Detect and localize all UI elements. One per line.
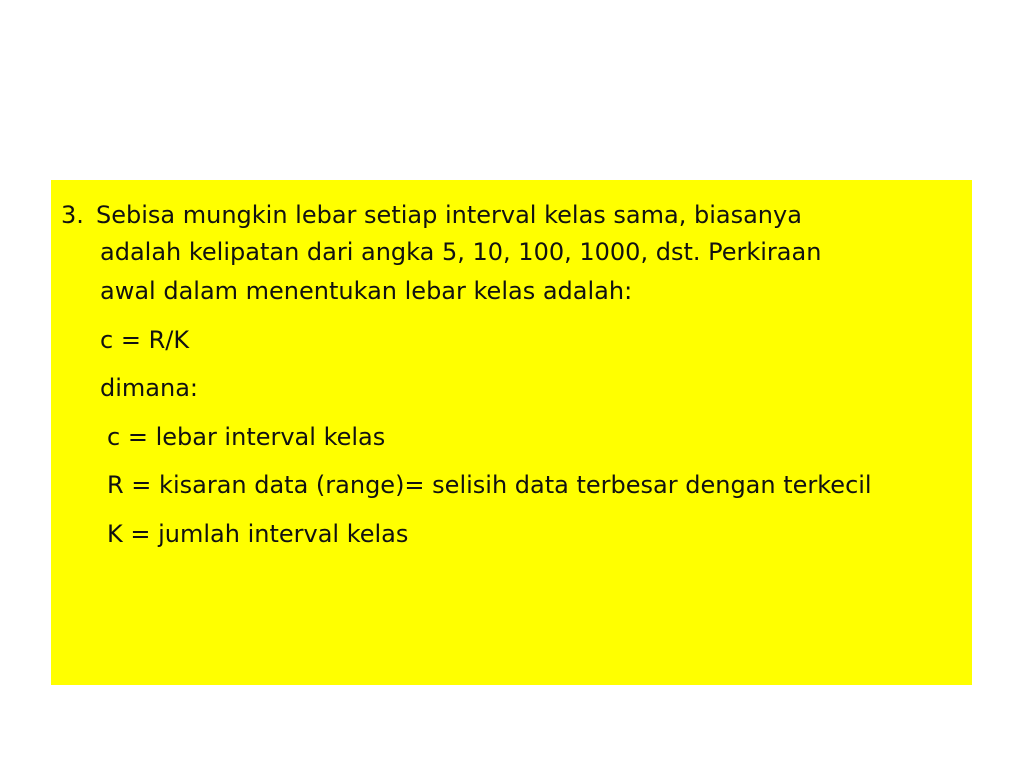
formula-line: c = R/K (100, 326, 190, 354)
content-box (51, 180, 972, 685)
text-line-2: adalah kelipatan dari angka 5, 10, 100, 1000, dst. Perkiraan (100, 238, 822, 266)
text-dimana: dimana: (100, 374, 198, 402)
text-line-1: Sebisa mungkin lebar setiap interval kelas sama, biasanya (96, 201, 802, 229)
item-number: 3. (61, 201, 84, 229)
text-line-3: awal dalam menentukan lebar kelas adalah: (100, 277, 633, 305)
definition-c: c = lebar interval kelas (107, 423, 386, 451)
definition-r: R = kisaran data (range)= selisih data terbesar dengan terkecil (107, 471, 872, 499)
definition-k: K = jumlah interval kelas (107, 520, 409, 548)
